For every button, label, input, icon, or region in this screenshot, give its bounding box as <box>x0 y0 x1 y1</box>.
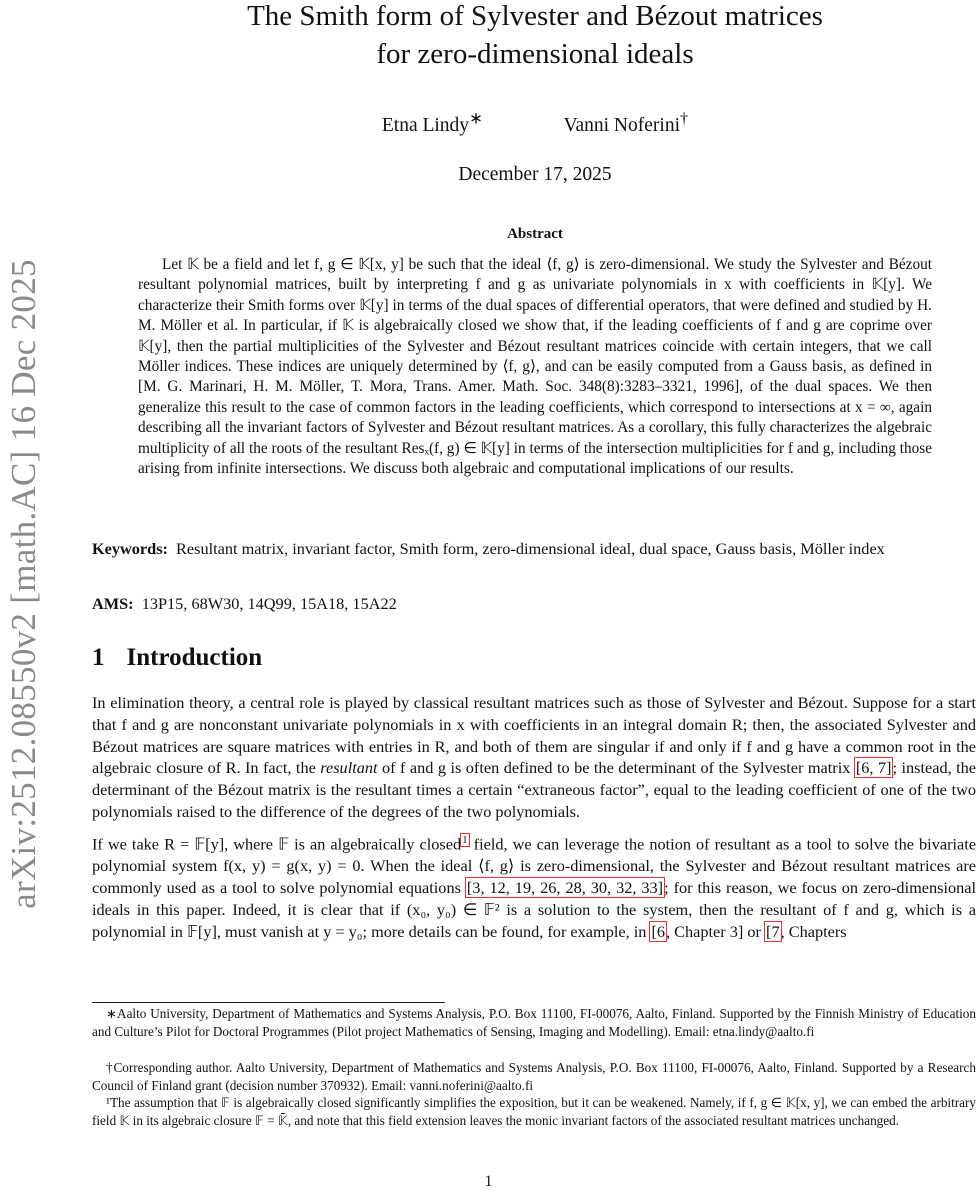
citation-link[interactable]: [7 <box>766 921 780 941</box>
arxiv-identifier <box>2 188 46 980</box>
para2-text-a: If we take R = 𝔽[y], where 𝔽 is an algebraically closed <box>92 834 462 854</box>
author-1-name: Etna Lindy <box>381 114 470 136</box>
para2-text-c: ; for this reason, we focus on zero-dimensional ideals in this paper. Indeed, it is clear that if (x₀, y₀) ∈ 𝔽² is a solution to the system, then the resultant of f and g, which is a polynomial in 𝔽[y], must vanish at y = y₀; more details can be found, for example, in <box>92 878 977 941</box>
abstract-text: Let 𝕂 be a field and let f, g ∈ 𝕂[x, y] be such that the ideal ⟨f, g⟩ is zero-dimensional. We study the Sylvester and Bézout resultant polynomial matrices, built by interpreting f and g as univariate polynomials in x with coefficients in 𝕂[y]. We characterize their Smith forms over 𝕂[y] in terms of the dual spaces of differential operators, that were defined and studied by H. M. Möller et al. In particular, if 𝕂 is algebraically closed we show that, if the leading coefficients of f and g are coprime over 𝕂[y], then the partial multiplicities of the Sylvester and Bézout resultant matrices coincide with certain integers, that we call Möller indices. These indices are uniquely determined by ⟨f, g⟩, and can be easily computed from a Gauss basis, as defined in [M. G. Marinari, H. M. Möller, T. Mora, Trans. Amer. Math. Soc. 348(8):3283–3321, 1996], of the dual spaces. We then generalize this result to the case of common factors in the leading coefficients, which correspond to intersections at x = ∞, again describing all the invariant factors of Sylvester and Bézout resultant matrices. As a corollary, this fully characterizes the algebraic multiplicity of all the roots of the resultant Resₓ(f, g) ∈ 𝕂[y] in terms of the intersection multiplicities for f and g, including those arising from infinite intersections. We discuss both algebraic and computational implications of our results. <box>138 256 932 478</box>
footnote-link[interactable]: 1 <box>462 834 468 846</box>
keywords-text: Resultant matrix, invariant factor, Smith form, zero-dimensional ideal, dual space, Gauss basis, Möller index <box>176 539 885 558</box>
abstract-heading: Abstract <box>507 226 563 242</box>
author-list <box>120 108 950 137</box>
ams-text: 13P15, 68W30, 14Q99, 15A18, 15A22 <box>141 594 397 613</box>
author-2-mark: † <box>680 109 689 127</box>
section-title: Introduction <box>126 644 263 671</box>
page-number: 1 <box>484 1173 493 1190</box>
title-line-2: for zero-dimensional ideals <box>376 38 694 70</box>
paper-date: December 17, 2025 <box>458 164 612 185</box>
para1-emphasis: resultant <box>320 758 378 778</box>
paper-title <box>120 0 950 73</box>
para2-text-b: field, we can leverage the notion of resultant as a tool to solve the bivariate polynomial system f(x, y) = g(x, y) = 0. When the ideal ⟨f, g⟩ is zero-dimensional, the Sylvester and Bézout resultant matrices are commonly used as a tool to solve polynomial equations <box>92 834 976 898</box>
footnote-divider <box>92 1002 445 1003</box>
footnote-author-2: †Corresponding author. Aalto University, Department of Mathematics and Systems Analysis, P.O. Box 11100, FI-00076, Aalto, Finland. Supported by a Research Council of Finland grant (decision number 370932). Email: vanni.noferini@aalto.fi <box>92 1060 976 1094</box>
para1-text-b: of f and g is often defined to be the determinant of the Sylvester matrix <box>377 758 855 778</box>
section-heading <box>92 644 262 672</box>
title-line-1: The Smith form of Sylvester and Bézout matrices <box>247 0 823 32</box>
citation-link[interactable]: [3, 12, 19, 26, 28, 30, 32, 33] <box>466 878 664 898</box>
author-1 <box>381 109 483 136</box>
author-1-mark: ∗ <box>469 109 483 127</box>
citation-link[interactable]: [6, 7] <box>855 758 892 778</box>
para1-text-a: In elimination theory, a central role is played by classical resultant matrices such as those of Sylvester and Bézout. Suppose for a start that f and g are nonconstant univariate polynomials in x with coefficients in an integral domain R; then, the associated Sylvester and Bézout matrices are square matrices with entries in R, and both of them are singular if and only if f and g have a common root in the algebraic closure of R. In fact, the <box>92 693 976 778</box>
citation-link[interactable]: [6 <box>651 921 666 941</box>
intro-paragraph-1 <box>92 692 976 823</box>
ams-label: AMS: <box>92 594 134 613</box>
para1-text-c: ; instead, the determinant of the Bézout matrix is the resultant times a certain “extraneous factor”, equal to the leading coefficient of one of the two polynomials raised to the difference of the degrees of the two polynomials. <box>92 758 976 821</box>
intro-paragraph-2 <box>92 830 976 942</box>
para2-text-d: , Chapter 3] or <box>666 921 766 941</box>
ams-classification <box>92 594 976 614</box>
para2-text-e: , Chapters <box>780 921 847 941</box>
footnote-1: ¹The assumption that 𝔽 is algebraically closed significantly simplifies the exposition, but it can be weakened. Namely, if f, g ∈ 𝕂[x, y], we can embed the arbitrary field 𝕂 in its algebraic closure 𝔽 = 𝕂̄, and note that this field extension leaves the monic invariant factors of the associated resultant matrices unchanged. <box>92 1095 976 1129</box>
keywords <box>92 538 976 560</box>
keywords-label: Keywords: <box>92 539 168 558</box>
author-2 <box>563 109 689 136</box>
section-number: 1 <box>92 644 105 671</box>
footnote-author-1: ∗Aalto University, Department of Mathematics and Systems Analysis, P.O. Box 11100, FI-00076, Aalto, Finland. Supported by the Finnish Ministry of Education and Culture’s Pilot for Doctoral Programmes (Pilot project Mathematics of Sensing, Imaging and Modelling). Email: etna.lindy@aalto.fi <box>92 1006 976 1040</box>
author-2-name: Vanni Noferini <box>563 114 680 136</box>
arxiv-identifier-text: arXiv:2512.08550v2 [math.AC] 16 Dec 2025 <box>4 259 43 909</box>
